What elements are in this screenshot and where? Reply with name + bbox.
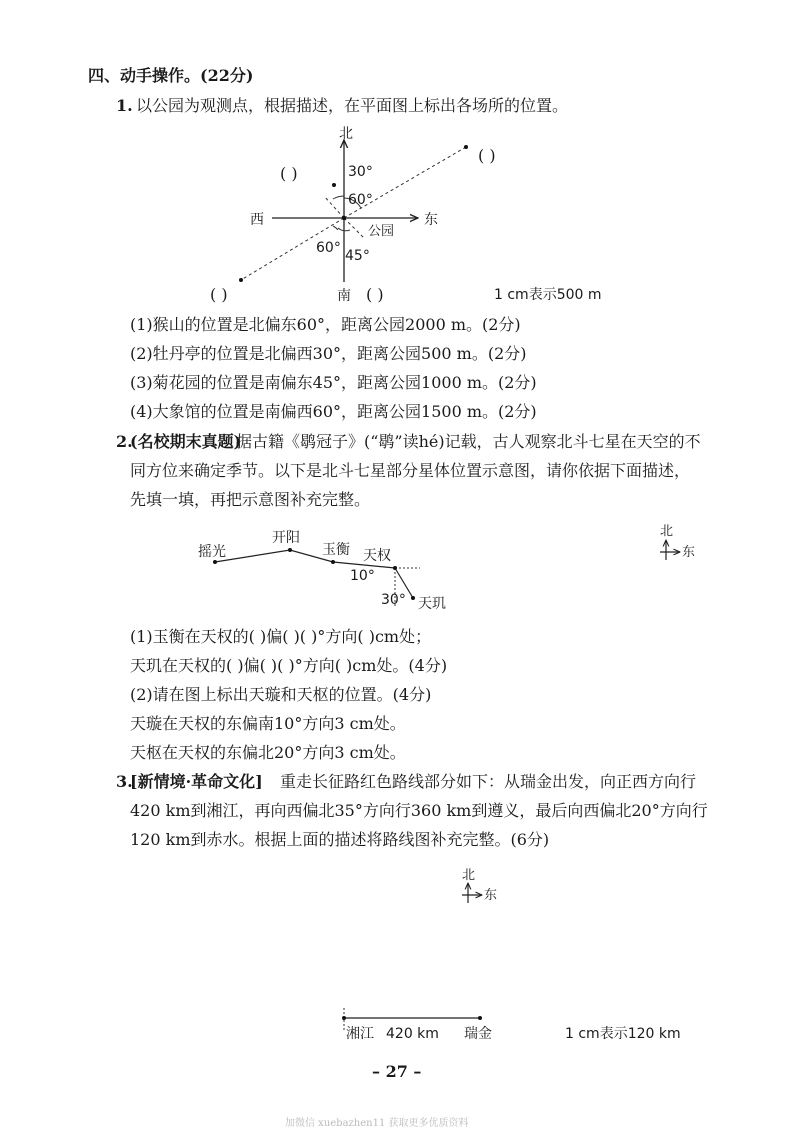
watermark: 加微信 xuebazhen11 获取更多优质资料 (285, 1118, 469, 1129)
angle-60-bottom: 60° (316, 240, 341, 256)
q3-compass-north-label: 北 (462, 868, 476, 883)
angle-45: 45° (345, 248, 370, 264)
q2-item-2: 天玑在天权的( )偏( )( )°方向( )cm处。(4分) (130, 656, 448, 675)
q2-number: 2. (116, 432, 133, 451)
q1-south-label: 南 (337, 288, 351, 304)
star-label-yuheng: 玉衡 (322, 542, 350, 558)
blank-sw[interactable]: ( ) (210, 285, 228, 304)
q3-number: 3. (116, 772, 133, 791)
q2-item-1: (1)玉衡在天权的( )偏( )( )°方向( )cm处； (130, 627, 432, 646)
q2-tag: (名校期末真题) (130, 432, 242, 451)
q3-tag: [新情境·革命文化] (130, 772, 263, 791)
q2-angle-30: 30° (381, 592, 406, 608)
star-label-tianquan: 天权 (363, 548, 391, 564)
q1-east-label: 东 (424, 212, 438, 228)
q2-angle-10: 10° (350, 568, 375, 584)
point-ruijin (478, 1016, 482, 1020)
point-xiangjiang (342, 1016, 346, 1020)
q1-item-4: (4)大象馆的位置是南偏西60°，距离公园1500 m。(2分) (130, 402, 537, 421)
q1-west-label: 西 (250, 212, 264, 228)
q1-prompt: 以公园为观测点，根据描述，在平面图上标出各场所的位置。 (136, 96, 569, 115)
q2-item-5: 天枢在天权的东偏北20°方向3 cm处。 (130, 743, 406, 762)
q3-line-1: 重走长征路红色路线部分如下：从瑞金出发，向正西方向行 (280, 772, 697, 791)
q2-line-2: 同方位来确定季节。以下是北斗七星部分星体位置示意图，请你依据下面描述， (130, 461, 691, 480)
q1-north-label: 北 (339, 126, 353, 142)
section-title: 四、动手操作。(22分) (88, 66, 254, 85)
q2-line-3: 先填一填，再把示意图补充完整。 (130, 490, 371, 509)
q3-line-2: 420 km到湘江，再向西偏北35°方向行360 km到遵义，最后向西偏北20°方向行 (130, 801, 708, 820)
q1-scale: 1 cm表示500 m (494, 287, 602, 303)
q3-line-3: 120 km到赤水。根据上面的描述将路线图补充完整。(6分) (130, 830, 550, 849)
q2-compass-north-label: 北 (660, 524, 674, 539)
q2-compass-east-label: 东 (682, 545, 696, 560)
q1-item-1: (1)猴山的位置是北偏东60°，距离公园2000 m。(2分) (130, 315, 521, 334)
route-end-label: 湘江 (346, 1026, 374, 1042)
q1-number: 1. (116, 96, 133, 115)
star-label-yaoguang: 摇光 (198, 544, 226, 560)
blank-ne[interactable]: ( ) (478, 146, 496, 165)
q2-item-3: (2)请在图上标出天璇和天枢的位置。(4分) (130, 685, 432, 704)
q2-line-1: 据古籍《鹖冠子》(“鹖”读hé)记载，古人观察北斗七星在天空的不 (236, 432, 701, 451)
q3-scale: 1 cm表示120 km (565, 1026, 681, 1042)
star-label-tianji: 天玑 (418, 596, 446, 612)
route-distance: 420 km (386, 1026, 439, 1042)
star-label-kaiyang: 开阳 (272, 530, 300, 546)
blank-nw[interactable]: ( ) (280, 164, 298, 183)
q2-item-4: 天璇在天权的东偏南10°方向3 cm处。 (130, 714, 406, 733)
q3-compass-east-label: 东 (484, 888, 498, 903)
q1-item-3: (3)菊花园的位置是南偏东45°，距离公园1000 m。(2分) (130, 373, 537, 392)
q1-item-2: (2)牡丹亭的位置是北偏西30°，距离公园500 m。(2分) (130, 344, 527, 363)
q1-center-label: 公园 (368, 224, 395, 239)
route-start-label: 瑞金 (464, 1026, 492, 1042)
page-number: – 27 – (372, 1062, 422, 1081)
angle-60-top: 60° (348, 192, 373, 208)
blank-se[interactable]: ( ) (366, 285, 384, 304)
angle-30: 30° (348, 164, 373, 180)
